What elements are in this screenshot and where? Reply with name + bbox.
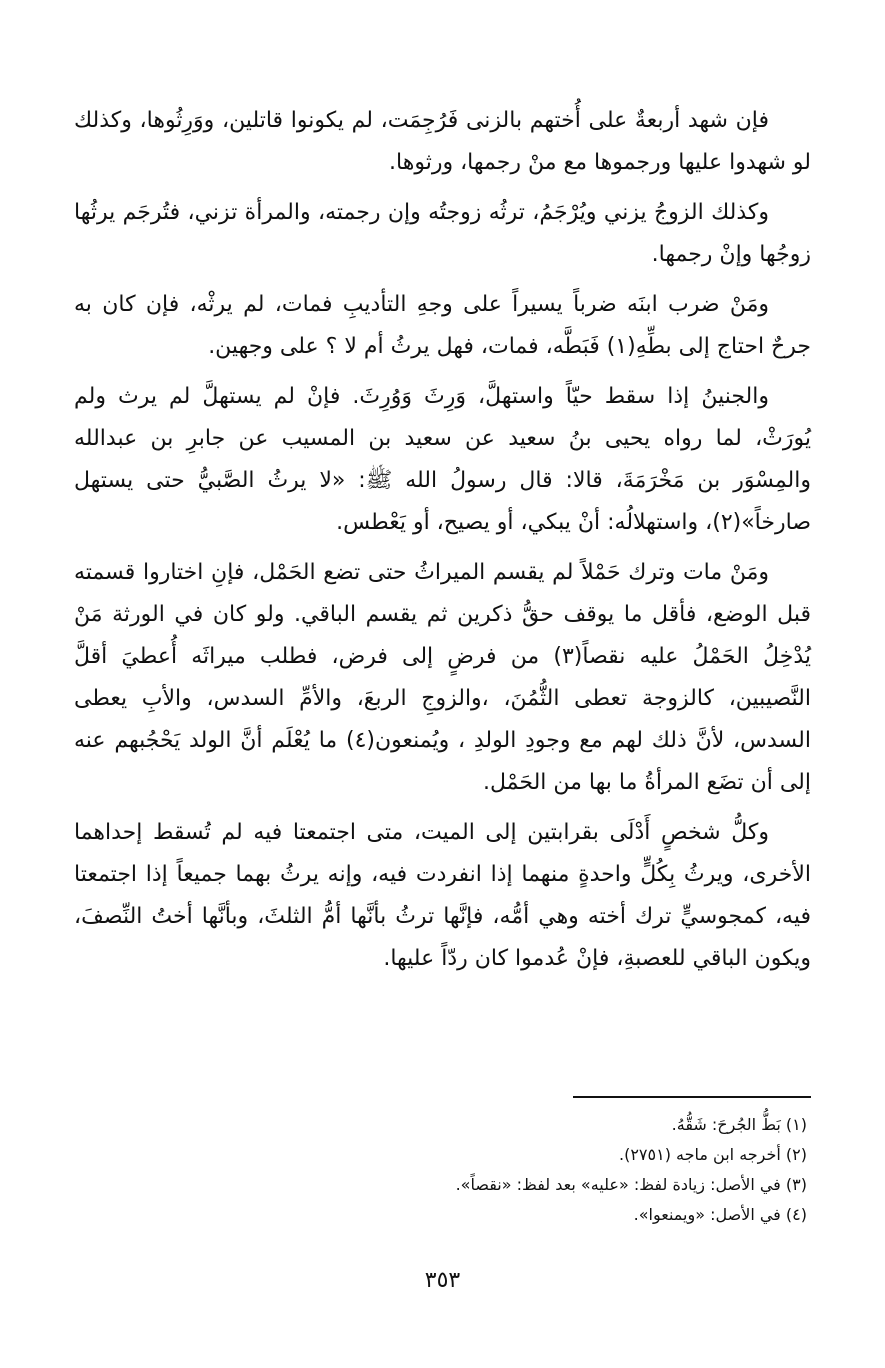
main-text	[74, 100, 811, 988]
footnote-4: (٤) في الأصل: «ويمنعوا».	[633, 1205, 807, 1224]
page-number: ٣٥٣	[424, 1268, 461, 1293]
footnote-2: (٢) أخرجه ابن ماجه (٢٧٥١).	[619, 1145, 807, 1164]
footnote-1: (١) بَطُّ الجُرحَ: شَقُّهُ.	[671, 1115, 807, 1134]
footnotes	[74, 1096, 811, 1230]
paragraph-pregnancy: ومَنْ مات وترك حَمْلاً لم يقسم الميراثُ حتى تضع الحَمْل، فإنِ اختاروا قسمته قبل الوضع، فأقل ما يوقف حقُّ ذكرين ثم يقسم الباقي. ولو كان في الورثة مَنْ يُدْخِلُ الحَمْلُ عليه نقصاً(٣) من فرضٍ إلى فرض، فطلب ميراثَه أُعطيَ أقلَّ النَّصيبين، كالزوجة تعطى الثُّمُنَ، ،والزوجِ الربعَ، والأمِّ السدس، والأبِ يعطى السدس، لأنَّ ذلك لهم مع وجودِ الولدِ ، ويُمنعون(٤) ما يُعْلَم أنَّ الولد يَحْجُبهم عنه إلى أن تضَع المرأةُ ما بها من الحَمْل.	[74, 560, 811, 795]
paragraph-witnesses: فإن شهد أربعةٌ على أُختهم بالزنى فَرُجِمَت، لم يكونوا قاتلين، ووَرِثُوها، وكذلك لو شهدوا عليها ورجموها مع منْ رجمها، ورثوها.	[74, 108, 811, 175]
paragraph-discipline: ومَنْ ضرب ابنَه ضرباً يسيراً على وجهِ التأديبِ فمات، لم يرثْه، فإن كان به جرحٌ احتاج إلى بطِّهِ(١) فَبَطَّه، فمات، فهل يرثُ أم لا ؟ على وجهين.	[74, 292, 811, 359]
footnote-3: (٣) في الأصل: زيادة لفظ: «عليه» بعد لفظ: «نقصاً».	[455, 1175, 807, 1194]
paragraph-double-kinship: وكلُّ شخصٍ أَدْلَى بقرابتين إلى الميت، متى اجتمعتا فيه لم تُسقط إحداهما الأخرى، ويرثُ بِكُلٍّ واحدةٍ منهما إذا انفردت فيه، وإنه يرثُ بهما جميعاً إذا اجتمعتا فيه، كمجوسيٍّ ترك أخته وهي أمُّه، فإنَّها ترثُ بأنَّها أمُّ الثلثَ، وبأنَّها أختُ النِّصفَ، ويكون الباقي للعصبةِ، فإنْ عُدموا كان ردّاً عليها.	[74, 820, 811, 971]
paragraph-husband: وكذلك الزوجُ يزني ويُرْجَمُ، ترثُه زوجتُه وإن رجمته، والمرأة تزني، فتُرجَم يرثُها زوجُها وإنْ رجمها.	[74, 200, 811, 267]
paragraph-fetus: والجنينُ إذا سقط حيّاً واستهلَّ، وَرِثَ وَوُرِثَ. فإنْ لم يستهلَّ لم يرث ولم يُورَثْ، لما رواه يحيى بنُ سعيد عن سعيد بن المسيب عن جابرِ بن عبدالله والمِسْوَر بن مَخْرَمَةَ، قالا: قال رسولُ الله ﷺ: «لا يرثُ الصَّبيُّ حتى يستهل صارخاً»(٢)، واستهلالُه: أنْ يبكي، أو يصيح، أو يَعْطس.	[74, 384, 811, 535]
footnote-divider	[573, 1096, 811, 1098]
